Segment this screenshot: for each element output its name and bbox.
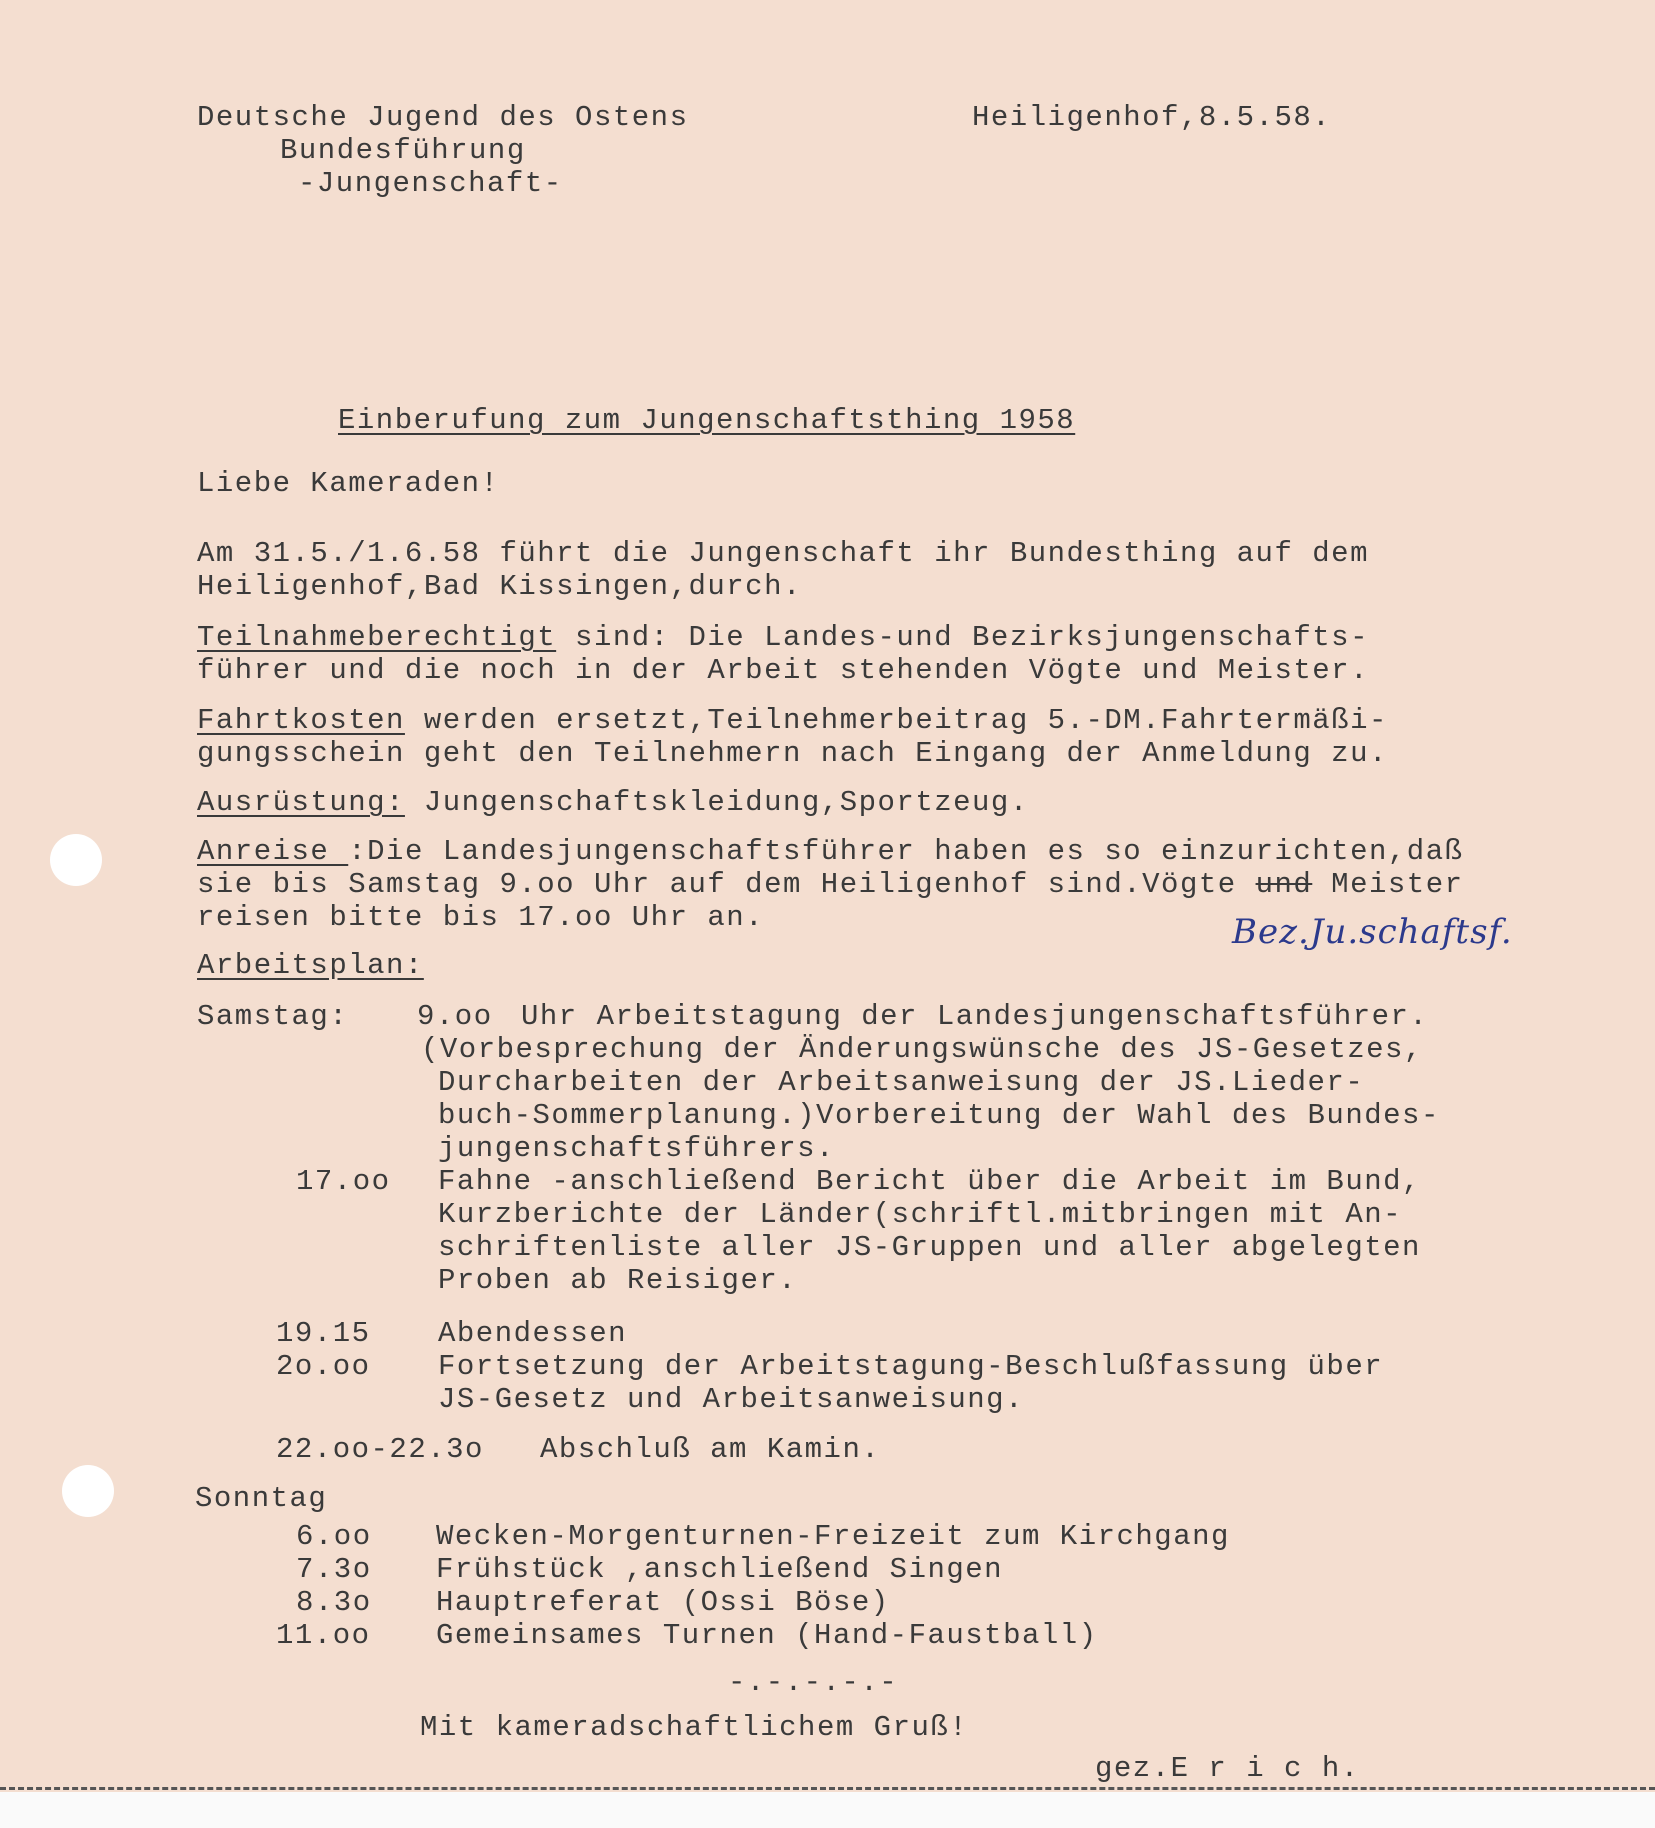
so-time-1100: 11.oo <box>276 1619 371 1652</box>
sa-1915-line-1: Abendessen <box>438 1317 628 1350</box>
teilnahme-line-1 <box>197 622 1369 654</box>
salutation: Liebe Kameraden! <box>197 467 500 500</box>
sa-0900-line-2: (Vorbesprechung der Änderungswünsche des JS-Gesetzes, <box>421 1033 1423 1066</box>
anreise-text-1: :Die Landesjungenschaftsführer haben es so einzurichten,daß <box>348 835 1464 868</box>
teilnahme-label: Teilnahmeberechtigt <box>197 621 557 654</box>
sa-time-2200: 22.oo-22.3o <box>276 1433 484 1466</box>
anreise-line-3: reisen bitte bis 17.oo Uhr an. <box>197 901 765 934</box>
fahrt-label: Fahrtkosten <box>197 704 405 737</box>
punch-hole-bottom <box>62 1465 114 1517</box>
teilnahme-line-2: führer und die noch in der Arbeit stehenden Vögte und Meister. <box>197 654 1369 687</box>
sa-0900-line-1: Uhr Arbeitstagung der Landesjungenschaftsführer. <box>521 1000 1429 1033</box>
punch-hole-top <box>50 834 102 886</box>
place-date: Heiligenhof,8.5.58. <box>972 101 1332 134</box>
sa-1700-line-2: Kurzberichte der Länder(schriftl.mitbringen mit An- <box>438 1198 1403 1231</box>
ausruestung-text: Jungenschaftskleidung,Sportzeug. <box>404 786 1029 819</box>
ausruestung-label: Ausrüstung: <box>197 786 405 819</box>
scan-margin <box>0 1792 1655 1828</box>
org-section: -Jungenschaft- <box>298 167 563 200</box>
so-0830-text: Hauptreferat (Ossi Böse) <box>436 1586 890 1619</box>
sa-2000-line-2: JS-Gesetz und Arbeitsanweisung. <box>438 1383 1024 1416</box>
sa-0900-line-5: jungenschaftsführers. <box>438 1132 835 1165</box>
signature: gez.E r i c h. <box>1095 1752 1360 1785</box>
so-time-0730: 7.3o <box>296 1553 372 1586</box>
arbeitsplan-label: Arbeitsplan: <box>197 949 424 982</box>
anreise-label: Anreise <box>197 835 349 868</box>
fahrt-line-2: gungsschein geht den Teilnehmern nach Eingang der Anmeldung zu. <box>197 737 1388 770</box>
sa-1700-line-4: Proben ab Reisiger. <box>438 1264 798 1297</box>
so-1100-text: Gemeinsames Turnen (Hand-Faustball) <box>436 1619 1098 1652</box>
sa-0900-line-3: Durcharbeiten der Arbeitsanweisung der JS.Lieder- <box>438 1066 1365 1099</box>
org-name: Deutsche Jugend des Ostens <box>197 101 689 134</box>
sonntag-label: Sonntag <box>195 1482 328 1515</box>
closing: Mit kameradschaftlichem Gruß! <box>420 1711 969 1744</box>
sa-2200-line-1: Abschluß am Kamin. <box>540 1433 881 1466</box>
anreise-text-2b: Meister <box>1312 868 1464 901</box>
perforation-line <box>0 1787 1655 1790</box>
sa-time-0900: 9.oo <box>417 1000 493 1033</box>
sa-time-2000: 2o.oo <box>276 1350 371 1383</box>
sa-0900-line-4: buch-Sommerplanung.)Vorbereitung der Wahl des Bundes- <box>438 1099 1440 1132</box>
so-0600-text: Wecken-Morgenturnen-Freizeit zum Kirchgang <box>436 1520 1230 1553</box>
sa-2000-line-1: Fortsetzung der Arbeitstagung-Beschlußfassung über <box>438 1350 1384 1383</box>
ausruestung-line <box>197 787 1029 819</box>
letter-title: Einberufung zum Jungenschaftsthing 1958 <box>338 404 1076 437</box>
intro-line-1: Am 31.5./1.6.58 führt die Jungenschaft ihr Bundesthing auf dem <box>197 537 1369 570</box>
so-time-0600: 6.oo <box>296 1520 372 1553</box>
sa-time-1915: 19.15 <box>276 1317 371 1350</box>
so-0730-text: Frühstück ,anschließend Singen <box>436 1553 1004 1586</box>
anreise-line-1 <box>197 836 1464 868</box>
sa-1700-line-1: Fahne -anschließend Bericht über die Arbeit im Bund, <box>438 1165 1421 1198</box>
sa-1700-line-3: schriftenliste aller JS-Gruppen und aller abgelegten <box>438 1231 1421 1264</box>
samstag-label: Samstag: <box>197 1000 349 1033</box>
fahrt-text-1: werden ersetzt,Teilnehmerbeitrag 5.-DM.Fahrtermäßi- <box>404 704 1388 737</box>
anreise-line-2 <box>197 869 1464 901</box>
sa-time-1700: 17.oo <box>296 1165 391 1198</box>
separator: -.-.-.-.- <box>728 1666 899 1699</box>
fahrt-line-1 <box>197 705 1388 737</box>
so-time-0830: 8.3o <box>296 1586 372 1619</box>
teilnahme-text-1: sind: Die Landes-und Bezirksjungenschafts- <box>556 621 1369 654</box>
intro-line-2: Heiligenhof,Bad Kissingen,durch. <box>197 570 802 603</box>
struck-word: und <box>1255 868 1313 901</box>
handwritten-annotation: Bez.Ju.schaftsf. <box>1232 912 1513 952</box>
org-department: Bundesführung <box>280 134 526 167</box>
anreise-text-2a: sie bis Samstag 9.oo Uhr auf dem Heiligenhof sind.Vögte <box>197 868 1256 901</box>
